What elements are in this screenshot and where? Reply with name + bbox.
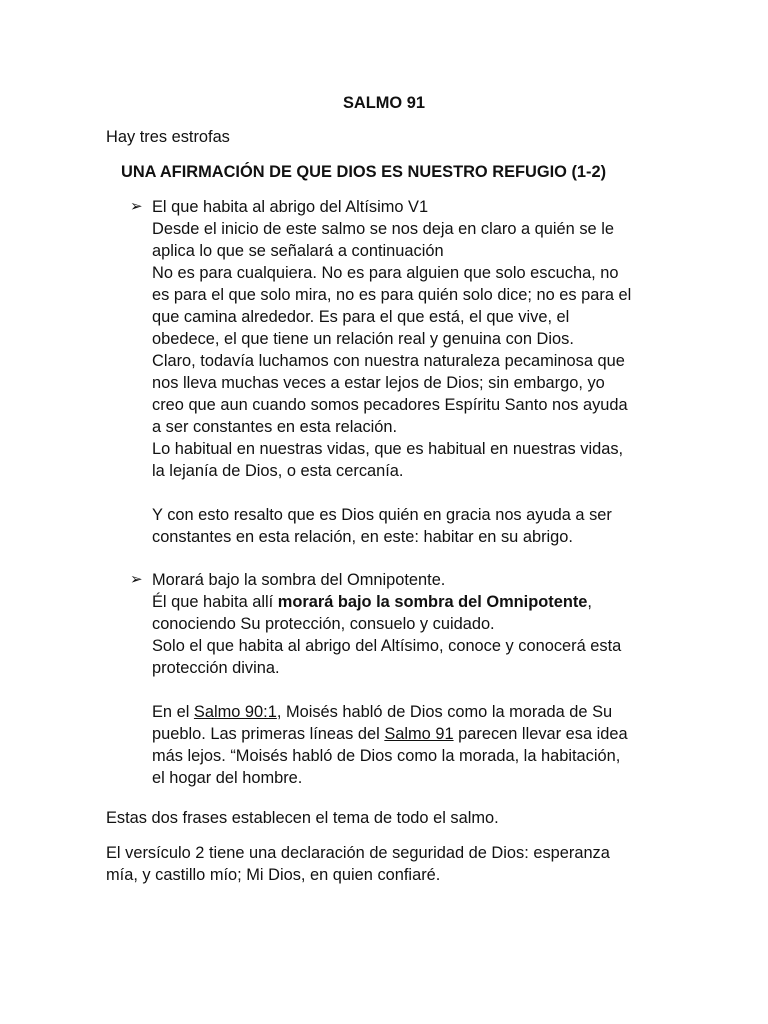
- bullet-body-1: [152, 196, 690, 548]
- bullet-2-line: conociendo Su protección, consuelo y cuidado.: [152, 615, 495, 633]
- bullet-1-para2-line: constantes en esta relación, en este: habitar en su abrigo.: [152, 528, 573, 546]
- bullet-1-line: Lo habitual en nuestras vidas, que es habitual en nuestras vidas,: [152, 440, 624, 458]
- bullet-2-text: parecen llevar esa idea: [453, 725, 628, 743]
- closing-line: El versículo 2 tiene una declaración de seguridad de Dios: esperanza: [106, 844, 610, 862]
- arrow-bullet-icon: ➢: [130, 571, 143, 588]
- bullet-2-line: Solo el que habita al abrigo del Altísimo, conoce y conocerá esta: [152, 637, 622, 655]
- salmo-91-link[interactable]: Salmo 91: [384, 725, 454, 743]
- intro-text: Hay tres estrofas: [106, 128, 230, 146]
- bullet-2-para2-line: más lejos. “Moisés habló de Dios como la morada, la habitación,: [152, 747, 621, 765]
- bullet-1-line: obedece, el que tiene un relación real y genuina con Dios.: [152, 330, 574, 348]
- bullet-body-2: [152, 569, 690, 789]
- bullet-1-line: nos lleva muchas veces a estar lejos de Dios; sin embargo, yo: [152, 374, 605, 392]
- bullet-item-2: [130, 569, 690, 789]
- bullet-2-para2-line: [152, 723, 690, 745]
- bullet-2-text: pueblo. Las primeras líneas del: [152, 725, 385, 743]
- bullet-item-1: [130, 196, 690, 548]
- bullet-2-para2-line: el hogar del hombre.: [152, 769, 303, 787]
- bullet-1-line: que camina alrededor. Es para el que está, el que vive, el: [152, 308, 570, 326]
- bullet-1-line: Desde el inicio de este salmo se nos deja en claro a quién se le: [152, 220, 614, 238]
- bullet-2-bold-text: morará bajo la sombra del Omnipotente: [277, 593, 588, 611]
- bullet-1-para2-line: Y con esto resalto que es Dios quién en gracia nos ayuda a ser: [152, 506, 612, 524]
- section-heading: UNA AFIRMACIÓN DE QUE DIOS ES NUESTRO REFUGIO (1-2): [121, 163, 607, 181]
- paragraph-gap: [152, 482, 690, 504]
- bullet-2-line: protección divina.: [152, 659, 280, 677]
- document-title: SALMO 91: [343, 94, 425, 112]
- bullet-2-text: En el: [152, 703, 194, 721]
- closing-paragraph-1: [106, 807, 706, 829]
- bullet-1-line: Claro, todavía luchamos con nuestra naturaleza pecaminosa que: [152, 352, 625, 370]
- bullet-2-text: , Moisés habló de Dios como la morada de Su: [276, 703, 613, 721]
- closing-line: mía, y castillo mío; Mi Dios, en quien confiaré.: [106, 866, 441, 884]
- arrow-bullet-icon: ➢: [130, 198, 143, 215]
- bullet-1-line: a ser constantes en esta relación.: [152, 418, 398, 436]
- closing-paragraph-2: [106, 842, 706, 886]
- bullet-2-line: Morará bajo la sombra del Omnipotente.: [152, 571, 446, 589]
- salmo-90-link[interactable]: Salmo 90:1: [193, 703, 277, 721]
- bullet-1-line: creo que aun cuando somos pecadores Espíritu Santo nos ayuda: [152, 396, 628, 414]
- bullet-2-text: Él que habita allí: [152, 593, 278, 611]
- bullet-1-line: la lejanía de Dios, o esta cercanía.: [152, 462, 404, 480]
- bullet-2-line: [152, 591, 690, 613]
- bullet-2-text: ,: [587, 593, 592, 611]
- closing-line: Estas dos frases establecen el tema de todo el salmo.: [106, 809, 499, 827]
- bullet-1-line: No es para cualquiera. No es para alguien que solo escucha, no: [152, 264, 619, 282]
- bullet-1-line: es para el que solo mira, no es para quién solo dice; no es para el: [152, 286, 632, 304]
- bullet-1-line: aplica lo que se señalará a continuación: [152, 242, 444, 260]
- bullet-2-para2-line: [152, 701, 690, 723]
- bullet-1-line: El que habita al abrigo del Altísimo V1: [152, 198, 429, 216]
- paragraph-gap: [152, 679, 690, 701]
